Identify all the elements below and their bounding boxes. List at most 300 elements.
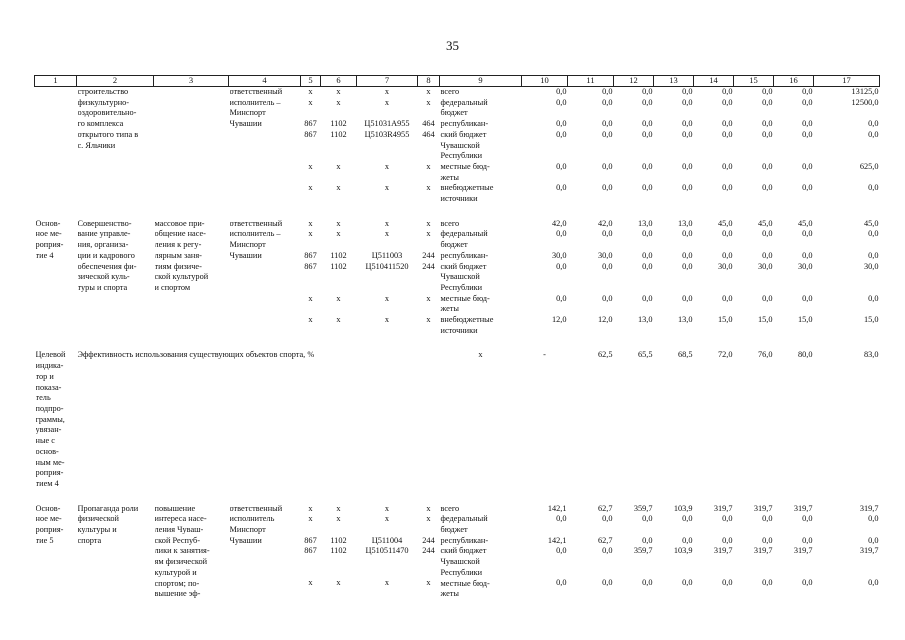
activity-name-cell-line: физической	[77, 514, 119, 524]
funding-value: 0,0	[802, 514, 813, 524]
funding-value: 0,0	[682, 229, 693, 239]
expected-result-cell-line: лярным заня-	[154, 250, 202, 260]
funding-value: 142,1	[547, 503, 567, 513]
column-header-6: 6	[321, 76, 357, 87]
grbs-cell	[301, 87, 321, 205]
grbs-cell-value: 867	[304, 261, 317, 271]
funding-value: 319,7	[859, 546, 879, 556]
funding-value: 30,0	[551, 250, 567, 260]
grbs-cell-value: x	[308, 87, 313, 96]
funding-source-line: источники	[440, 194, 478, 204]
executor-cell-line: исполнитель –	[229, 97, 281, 107]
expense-type-cell-value: 244	[422, 535, 435, 545]
funding-value: 0,0	[556, 293, 567, 303]
funding-value: 0,0	[602, 546, 613, 556]
funding-value: 0,0	[682, 578, 693, 588]
funding-source-line: бюджет	[440, 525, 468, 535]
funding-value: 319,7	[753, 546, 773, 556]
activity-name-cell-line: Пропаганда роли	[77, 503, 139, 513]
executor-cell-line: ответственный	[229, 87, 283, 96]
activity-name-cell-line: обеспечения фи-	[77, 261, 137, 271]
funding-source-line: жеты	[440, 589, 460, 599]
target-article-cell	[357, 504, 418, 600]
column-number-header	[35, 76, 880, 87]
funding-value: 15,0	[717, 314, 733, 324]
executor-cell	[229, 219, 301, 337]
funding-value: 0,0	[602, 87, 613, 96]
expected-result-cell-line: ям физической	[154, 557, 208, 567]
section-cell-value: x	[336, 293, 341, 303]
program-table-sheet	[34, 75, 879, 600]
executor-cell-line: исполнитель	[229, 514, 275, 524]
funding-value: 319,7	[793, 503, 813, 513]
section-cell-value: 1102	[330, 250, 347, 260]
funding-value: 0,0	[682, 514, 693, 524]
executor-cell	[229, 504, 301, 600]
funding-value: 0,0	[802, 97, 813, 107]
expense-type-cell-value: x	[426, 87, 431, 96]
expense-type-cell-value: x	[426, 514, 431, 524]
funding-value: 45,0	[863, 218, 879, 228]
grbs-cell-value: x	[308, 218, 313, 228]
funding-value: 319,7	[713, 546, 733, 556]
year-value-cell-17	[814, 504, 880, 600]
section-cell-value: 1102	[330, 546, 347, 556]
funding-value: 0,0	[722, 129, 733, 139]
activity-name-cell-line: спорта	[77, 535, 102, 545]
activity-code-cell	[35, 87, 77, 205]
column-header-3: 3	[154, 76, 229, 87]
activity-name-cell-line: физкультурно-	[77, 97, 130, 107]
funding-value: 0,0	[682, 119, 693, 129]
executor-cell-line: ответственный	[229, 503, 283, 513]
indicator-label-cell-line: Целевой	[35, 350, 66, 360]
funding-value: 0,0	[642, 97, 653, 107]
funding-value: 0,0	[802, 87, 813, 96]
activity-code-cell-line: Основ-	[35, 218, 61, 228]
funding-value: 0,0	[642, 261, 653, 271]
expense-type-cell	[418, 87, 440, 205]
funding-source-line: ский бюджет	[440, 546, 487, 556]
funding-source-line: республикан-	[440, 535, 489, 545]
indicator-label-cell-line: подпро-	[35, 403, 64, 413]
expected-result-cell-line: массовое при-	[154, 218, 205, 228]
grbs-cell-value: 867	[304, 546, 317, 556]
funding-source-line: внебюджетные	[440, 315, 494, 325]
funding-source-line: федеральный	[440, 97, 488, 107]
funding-source-line: всего	[440, 503, 460, 513]
activity-code-cell	[35, 219, 77, 337]
activity-name-cell-line: ции и кадрового	[77, 250, 135, 260]
year-value-cell-12	[614, 504, 654, 600]
column-header-11: 11	[568, 76, 614, 87]
funding-value: 13125,0	[851, 87, 879, 96]
section-cell-value: x	[336, 578, 341, 588]
funding-value: 0,0	[556, 183, 567, 193]
column-header-4: 4	[229, 76, 301, 87]
funding-value: 0,0	[556, 514, 567, 524]
funding-value: 0,0	[602, 514, 613, 524]
funding-value: 0,0	[682, 97, 693, 107]
year-value-cell-16	[774, 87, 814, 205]
expense-type-cell-value: x	[426, 161, 431, 171]
target-article-cell-value: Ц510411520	[365, 261, 409, 271]
block-event-5	[35, 504, 880, 600]
executor-cell-line: Минспорт	[229, 108, 266, 118]
funding-source-line: ский бюджет	[440, 261, 487, 271]
funding-value: 0,0	[602, 578, 613, 588]
indicator-title: Эффективность использования существующих объектов спорта, %	[77, 350, 315, 360]
funding-value: 0,0	[722, 183, 733, 193]
activity-name-cell-line: вание управле-	[77, 229, 131, 239]
grbs-cell-value: x	[308, 183, 313, 193]
funding-value: 0,0	[722, 578, 733, 588]
expected-result-cell-line: общение насе-	[154, 229, 206, 239]
table-body	[35, 87, 880, 600]
funding-value: 0,0	[722, 229, 733, 239]
target-article-cell	[357, 87, 418, 205]
funding-value: 30,0	[797, 261, 813, 271]
column-header-17: 17	[814, 76, 880, 87]
funding-value: 0,0	[762, 183, 773, 193]
funding-value: 0,0	[556, 161, 567, 171]
grbs-cell-value: x	[308, 514, 313, 524]
grbs-cell-value: x	[308, 97, 313, 107]
target-article-cell-value: Ц5103R4955	[364, 129, 410, 139]
funding-value: 30,0	[863, 261, 879, 271]
funding-value: 0,0	[602, 161, 613, 171]
activity-code-cell-line: ное ме-	[35, 514, 62, 524]
target-article-cell-value: x	[384, 503, 390, 513]
activity-name-cell	[77, 219, 154, 337]
funding-value: 0,0	[762, 161, 773, 171]
year-value-cell-11	[568, 219, 614, 337]
funding-value: 45,0	[717, 218, 733, 228]
funding-value: 319,7	[793, 546, 813, 556]
funding-source-line: бюджет	[440, 108, 468, 118]
funding-value: 15,0	[757, 314, 773, 324]
funding-value: 13,0	[677, 314, 693, 324]
funding-value: 0,0	[868, 293, 879, 303]
funding-value: 0,0	[802, 119, 813, 129]
executor-cell-line: Чувашии	[229, 535, 262, 545]
funding-value: 30,0	[757, 261, 773, 271]
year-value-cell-10	[522, 87, 568, 205]
activity-code-cell	[35, 504, 77, 600]
funding-source-line: республикан-	[440, 250, 489, 260]
funding-source-line: Чувашской	[440, 557, 480, 567]
year-value-cell-15	[734, 87, 774, 205]
funding-value: 0,0	[762, 514, 773, 524]
expense-type-cell-value: 244	[422, 546, 435, 556]
funding-value: 0,0	[682, 535, 693, 545]
funding-source-line: внебюджетные	[440, 183, 494, 193]
funding-value: 0,0	[602, 261, 613, 271]
section-cell-value: 1102	[330, 261, 347, 271]
block-target	[35, 350, 880, 489]
funding-value: 0,0	[602, 293, 613, 303]
section-cell	[321, 504, 357, 600]
grbs-cell-value: 867	[304, 119, 317, 129]
expected-result-cell-line: ской культурой	[154, 272, 209, 282]
indicator-label-cell-line: тель	[35, 393, 51, 403]
column-header-10: 10	[522, 76, 568, 87]
funding-value: 0,0	[642, 535, 653, 545]
activity-name-cell-line: ния, организа-	[77, 240, 129, 250]
column-header-16: 16	[774, 76, 814, 87]
activity-name-cell	[77, 504, 154, 600]
year-value-cell-15	[734, 219, 774, 337]
funding-value: 62,7	[597, 535, 613, 545]
expected-result-cell-line: интереса насе-	[154, 514, 207, 524]
funding-source-line: Республики	[440, 151, 483, 161]
funding-source-cell	[440, 87, 522, 205]
funding-value: 0,0	[682, 161, 693, 171]
executor-cell-line: Минспорт	[229, 525, 266, 535]
funding-value: 0,0	[802, 250, 813, 260]
funding-value: 0,0	[722, 87, 733, 96]
expected-result-cell-line: вышение эф-	[154, 589, 201, 599]
funding-value: 0,0	[722, 514, 733, 524]
expected-result-cell	[154, 87, 229, 205]
funding-value: 319,7	[859, 503, 879, 513]
expense-type-cell-value: 244	[422, 250, 435, 260]
expected-result-cell	[154, 504, 229, 600]
funding-value: 103,9	[673, 546, 693, 556]
program-table	[34, 75, 880, 600]
activity-name-cell	[77, 87, 154, 205]
executor-cell-line: Чувашии	[229, 250, 262, 260]
funding-value: 0,0	[556, 229, 567, 239]
funding-source-line: источники	[440, 325, 478, 335]
indicator-mark: х	[478, 350, 483, 360]
year-value-cell-16	[774, 504, 814, 600]
funding-value: 0,0	[762, 119, 773, 129]
funding-source-line: всего	[440, 87, 460, 96]
expected-result-cell-line: ления к регу-	[154, 240, 202, 250]
executor-cell-line: исполнитель –	[229, 229, 281, 239]
funding-value: 0,0	[868, 129, 879, 139]
expense-type-cell	[418, 219, 440, 337]
funding-value: 0,0	[722, 535, 733, 545]
expected-result-cell-line: и спортом	[154, 282, 191, 292]
funding-value: 45,0	[797, 218, 813, 228]
expense-type-cell-value: x	[426, 293, 431, 303]
executor-cell-line: ответственный	[229, 218, 283, 228]
target-article-cell-value: x	[384, 161, 390, 171]
activity-code-cell-line: роприя-	[35, 525, 64, 535]
funding-value: 0,0	[868, 229, 879, 239]
column-header-7: 7	[357, 76, 418, 87]
funding-source-line: республикан-	[440, 119, 489, 129]
funding-value: 0,0	[762, 578, 773, 588]
section-cell	[321, 87, 357, 205]
year-value-cell-14	[694, 87, 734, 205]
activity-code-cell-line: роприя-	[35, 240, 64, 250]
funding-value: 0,0	[682, 87, 693, 96]
indicator-label-cell-line: основ-	[35, 446, 59, 456]
funding-value: 42,0	[551, 218, 567, 228]
funding-value: 0,0	[556, 87, 567, 96]
indicator-value-15: 76,0	[757, 350, 773, 360]
activity-name-cell-line: культуры и	[77, 525, 117, 535]
target-article-cell-value: Ц511004	[371, 535, 403, 545]
funding-value: 0,0	[722, 293, 733, 303]
funding-source-line: Республики	[440, 567, 483, 577]
executor-cell-line: Минспорт	[229, 240, 266, 250]
funding-value: 359,7	[633, 546, 653, 556]
expense-type-cell-value: x	[426, 229, 431, 239]
funding-source-line: местные бюд-	[440, 161, 490, 171]
funding-value: 625,0	[859, 161, 879, 171]
indicator-value-16: 80,0	[797, 350, 813, 360]
funding-value: 0,0	[802, 161, 813, 171]
section-cell-value: x	[336, 161, 341, 171]
funding-value: 0,0	[642, 129, 653, 139]
funding-value: 0,0	[722, 161, 733, 171]
block-construction	[35, 87, 880, 205]
executor-cell	[229, 87, 301, 205]
indicator-value-12: 65,5	[637, 350, 653, 360]
year-value-cell-12	[614, 87, 654, 205]
indicator-value-14: 72,0	[717, 350, 733, 360]
funding-value: 0,0	[556, 97, 567, 107]
expected-result-cell	[154, 219, 229, 337]
grbs-cell-value: 867	[304, 129, 317, 139]
funding-value: 30,0	[717, 261, 733, 271]
year-value-cell-12	[614, 219, 654, 337]
target-article-cell-value: Ц510511470	[365, 546, 409, 556]
expense-type-cell-value: 464	[422, 129, 435, 139]
funding-value: 0,0	[762, 97, 773, 107]
activity-name-cell-line: строительство	[77, 87, 129, 96]
grbs-cell-value: 867	[304, 535, 317, 545]
funding-value: 12,0	[551, 314, 567, 324]
funding-value: 0,0	[722, 250, 733, 260]
grbs-cell-value: x	[308, 503, 313, 513]
grbs-cell-value: 867	[304, 250, 317, 260]
section-cell-value: x	[336, 218, 341, 228]
section-cell-value: 1102	[330, 535, 347, 545]
section-cell-value: 1102	[330, 119, 347, 129]
indicator-label-cell-line: ным ме-	[35, 457, 65, 467]
target-article-cell-value: Ц511003	[371, 250, 403, 260]
column-header-1: 1	[35, 76, 77, 87]
year-value-cell-11	[568, 504, 614, 600]
expected-result-cell-line: лики к занятия-	[154, 546, 210, 556]
column-header-5: 5	[301, 76, 321, 87]
funding-value: 0,0	[868, 250, 879, 260]
grbs-cell-value: x	[308, 229, 313, 239]
target-article-cell-value: x	[384, 218, 390, 228]
funding-value: 0,0	[722, 119, 733, 129]
indicator-label-cell-line: тор и	[35, 371, 54, 381]
expected-result-cell-line: спортом; по-	[154, 578, 200, 588]
funding-value: 0,0	[762, 250, 773, 260]
section-cell-value: x	[336, 229, 341, 239]
expense-type-cell-value: x	[426, 314, 431, 324]
activity-code-cell-line: тие 5	[35, 535, 54, 545]
year-value-cell-16	[774, 219, 814, 337]
indicator-value-10: -	[543, 350, 546, 360]
column-header-14: 14	[694, 76, 734, 87]
activity-name-cell-line: туры и спорта	[77, 282, 128, 292]
funding-value: 0,0	[868, 578, 879, 588]
funding-value: 62,7	[597, 503, 613, 513]
section-cell-value: x	[336, 97, 341, 107]
funding-source-cell	[440, 219, 522, 337]
funding-value: 0,0	[762, 129, 773, 139]
activity-name-cell-line: зической куль-	[77, 272, 130, 282]
funding-value: 142,1	[547, 535, 567, 545]
funding-source-cell	[440, 504, 522, 600]
year-value-cell-13	[654, 87, 694, 205]
funding-value: 15,0	[863, 314, 879, 324]
funding-source-line: местные бюд-	[440, 578, 490, 588]
funding-source-line: федеральный	[440, 514, 488, 524]
funding-value: 0,0	[868, 119, 879, 129]
funding-value: 13,0	[677, 218, 693, 228]
year-value-cell-14	[694, 504, 734, 600]
funding-value: 0,0	[642, 87, 653, 96]
section-cell-value: x	[336, 314, 341, 324]
funding-value: 0,0	[762, 293, 773, 303]
column-header-12: 12	[614, 76, 654, 87]
funding-value: 0,0	[556, 578, 567, 588]
funding-value: 0,0	[762, 229, 773, 239]
funding-source-line: федеральный	[440, 229, 488, 239]
funding-source-line: всего	[440, 218, 460, 228]
funding-value: 0,0	[868, 183, 879, 193]
funding-value: 0,0	[762, 535, 773, 545]
funding-value: 0,0	[868, 514, 879, 524]
funding-value: 0,0	[868, 535, 879, 545]
funding-value: 0,0	[642, 250, 653, 260]
year-value-cell-13	[654, 219, 694, 337]
expected-result-cell-line: культурой и	[154, 567, 197, 577]
section-cell-value: 1102	[330, 129, 347, 139]
indicator-value-13: 68,5	[677, 350, 693, 360]
funding-value: 0,0	[642, 514, 653, 524]
funding-value: 12500,0	[851, 97, 879, 107]
funding-value: 0,0	[802, 229, 813, 239]
block-spacer	[35, 336, 880, 350]
funding-value: 30,0	[597, 250, 613, 260]
year-value-cell-17	[814, 219, 880, 337]
year-value-cell-10	[522, 219, 568, 337]
funding-value: 0,0	[602, 229, 613, 239]
column-header-13: 13	[654, 76, 694, 87]
funding-value: 0,0	[642, 161, 653, 171]
year-value-cell-13	[654, 504, 694, 600]
grbs-cell	[301, 504, 321, 600]
column-header-2: 2	[77, 76, 154, 87]
funding-source-line: жеты	[440, 304, 460, 314]
funding-value: 0,0	[602, 119, 613, 129]
funding-value: 13,0	[637, 314, 653, 324]
indicator-label-cell-line: показа-	[35, 382, 62, 392]
executor-cell-line: Чувашии	[229, 119, 262, 129]
column-header-8: 8	[418, 76, 440, 87]
funding-value: 0,0	[802, 578, 813, 588]
block-spacer-cell	[35, 336, 880, 350]
funding-value: 0,0	[802, 535, 813, 545]
funding-source-line: Чувашской	[440, 272, 480, 282]
year-value-cell-14	[694, 219, 734, 337]
funding-source-line: ский бюджет	[440, 129, 487, 139]
expected-result-cell-line: ской Респуб-	[154, 535, 200, 545]
funding-source-line: жеты	[440, 172, 460, 182]
